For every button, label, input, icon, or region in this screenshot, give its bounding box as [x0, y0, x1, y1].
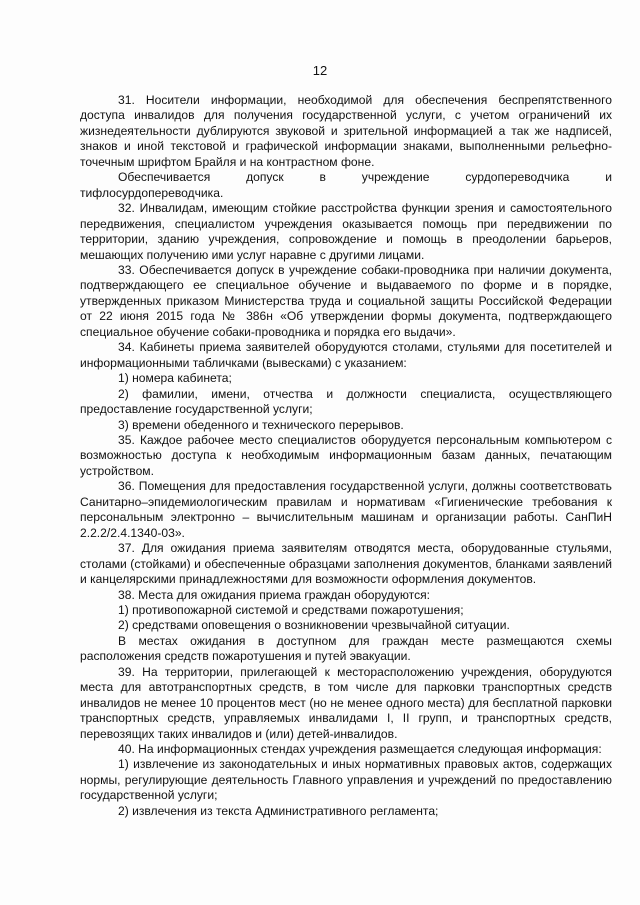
- paragraph-37: 37. Для ожидания приема заявителям отводятся места, оборудованные стульями, столами (стойками) и обеспеченные образцами заполнения документов, бланками заявлений и канцелярскими принадлежностями для возможности оформления документов.: [80, 541, 612, 587]
- paragraph-36: 36. Помещения для предоставления государственной услуги, должны соответствовать Санитарно–эпидемиологическим правилам и нормативам «Гигиенические требования к персональным электронно – вычислительным машинам и организации работы. СанПиН 2.2.2/2.4.1340-03».: [80, 479, 612, 540]
- list-item: 1) извлечение из законодательных и иных нормативных правовых актов, содержащих нормы, регулирующие деятельность Главного управления и учреждений по предоставлению государственной услуги;: [80, 757, 612, 803]
- list-item: 1) номера кабинета;: [118, 371, 232, 386]
- paragraph-38: 38. Места для ожидания приема граждан оборудуются:: [118, 587, 431, 602]
- page-number: 12: [312, 63, 328, 78]
- document-body: [80, 93, 612, 819]
- paragraph-35: 35. Каждое рабочее место специалистов оборудуется персональным компьютером с возможностью доступа к необходимым информационным базам данных, печатающим устройством.: [80, 432, 612, 478]
- paragraph-33: 33. Обеспечивается допуск в учреждение собаки-проводника при наличии документа, подтверждающего ее специальное обучение и выдаваемого по форме и в порядке, утвержденных приказом Министерства труда и социальной защиты Российской Федерации от 22 июня 2015 года № 386н «Об утверждении формы документа, подтверждающего специальное обучение собаки-проводника и порядка его выдачи».: [80, 262, 612, 339]
- paragraph-34: 34. Кабинеты приема заявителей оборудуются столами, стульями для посетителей и информационными табличками (вывесками) с указанием:: [80, 340, 612, 370]
- paragraph-31-access: Обеспечивается допуск в учреждение сурдопереводчика и: [118, 170, 612, 185]
- list-item: 2) средствами оповещения о возникновении чрезвычайной ситуации.: [118, 618, 510, 633]
- paragraph-38-schemes: В местах ожидания в доступном для граждан месте размещаются схемы расположения средств пожаротушения и путей эвакуации.: [80, 633, 612, 664]
- list-item: 1) противопожарной системой и средствами пожаротушения;: [118, 602, 464, 617]
- list-item: 2) фамилии, имени, отчества и должности специалиста, осуществляющего предоставление государственной услуги;: [80, 386, 612, 417]
- paragraph-39: 39. На территории, прилегающей к месторасположению учреждения, оборудуются места для автотранспортных средств, в том числе для парковки транспортных средств инвалидов не менее 10 процентов мест (но не менее одного места) для бесплатной парковки транспортных средств, управляемых инвалидами I, II групп, и транспортных средств, перевозящих таких инвалидов и (или) детей-инвалидов.: [80, 664, 612, 741]
- list-item: 3) времени обеденного и технического перерывов.: [118, 417, 404, 432]
- paragraph-31: 31. Носители информации, необходимой для обеспечения беспрепятственного доступа инвалидов для получения государственной услуги, с учетом ограничений их жизнедеятельности дублируются звуковой и зрительной информацией а так же надписей, знаков и иной текстовой и графической информации знаками, выполненными рельефно-точечным шрифтом Брайля и на контрастном фоне.: [80, 93, 612, 169]
- paragraph-32: 32. Инвалидам, имеющим стойкие расстройства функции зрения и самостоятельного передвижения, специалистом учреждения оказывается помощь при передвижении по территории, зданию учреждения, сопровождение и помощь в преодолении барьеров, мешающих получению ими услуг наравне с другими лицами.: [80, 201, 612, 262]
- paragraph-40: 40. На информационных стендах учреждения размещается следующая информация:: [118, 742, 602, 757]
- list-item: 2) извлечения из текста Административного регламента;: [118, 803, 439, 818]
- paragraph-31-access-continuation: тифлосурдопереводчика.: [80, 185, 224, 200]
